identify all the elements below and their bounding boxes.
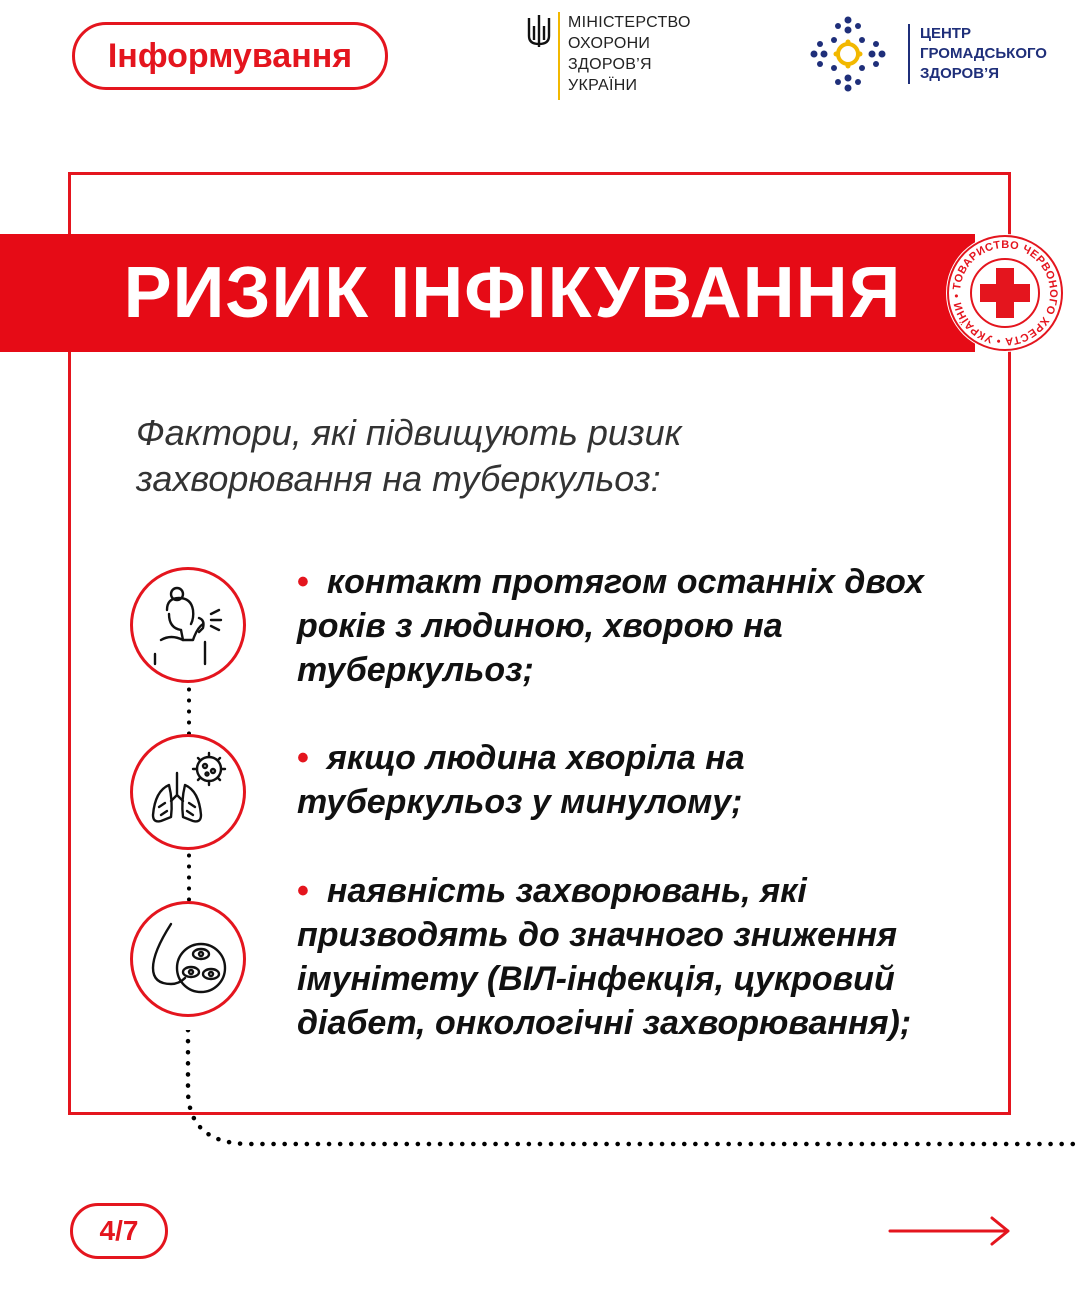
title-banner (0, 234, 975, 352)
list-item: • контакт протягом останніх двох років з людиною, хворою на туберкульоз; (297, 563, 924, 689)
intro-text: Фактори, які підвищують ризик захворювання на туберкульоз: (136, 412, 682, 499)
bullet: • (297, 872, 309, 910)
center-logo-divider (908, 24, 910, 84)
trident-icon (526, 14, 552, 48)
svg-text:ТОВАРИСТВО ЧЕРВОНОГО ХРЕСТА •: ТОВАРИСТВО ЧЕРВОНОГО ХРЕСТА • УКРАЇНИ • (950, 238, 1060, 348)
lungs-virus-icon (130, 734, 246, 850)
list-item: • наявність захворювань, які призводять до значного зниження імунітету (ВІЛ-інфекція, цукровий діабет, онкологічні захворювання); (297, 872, 912, 1042)
red-cross-seal-icon (944, 232, 1066, 354)
bullet: • (297, 563, 309, 601)
dotted-path (0, 1030, 1080, 1160)
ministry-of-health-logo (526, 12, 691, 100)
section-tag: Інформування (72, 22, 388, 90)
page-title: РИЗИК ІНФІКУВАННЯ (123, 253, 902, 333)
dotted-sun-icon (808, 14, 888, 94)
page-indicator: 4/7 (70, 1203, 168, 1259)
dotted-connector (187, 850, 191, 902)
center-name: ЦЕНТР ГРОМАДСЬКОГО ЗДОРОВ’Я (920, 25, 1047, 82)
ministry-name: МІНІСТЕРСТВО ОХОРОНИ ЗДОРОВ’Я УКРАЇНИ (568, 14, 691, 94)
bullet: • (297, 739, 309, 777)
blood-drop-cells-icon (130, 901, 246, 1017)
arrow-right-icon[interactable] (888, 1214, 1014, 1248)
ministry-logo-divider (558, 12, 560, 100)
dotted-connector (187, 684, 191, 736)
list-item: • якщо людина хворіла на туберкульоз у минулому; (297, 739, 745, 821)
coughing-person-icon (130, 567, 246, 683)
public-health-center-logo (808, 14, 1047, 94)
